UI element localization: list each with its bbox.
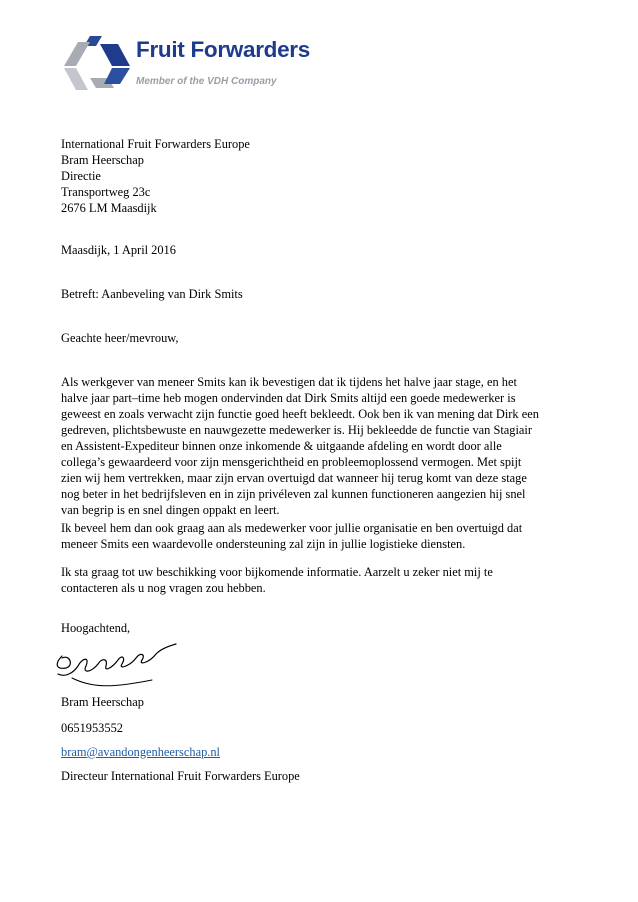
letter-date — [61, 242, 561, 258]
closing — [61, 620, 561, 636]
body-paragraph-1 — [61, 374, 561, 518]
address-line: Bram Heerschap — [61, 153, 144, 167]
body-line: collega’s gewaardeerd voor zijn mensgerichtheid en probleemoplossend vermogen. Met spijt — [61, 455, 522, 469]
subject-line — [61, 286, 561, 302]
body-line: Ik sta graag tot uw beschikking voor bijkomende informatie. Aarzelt u zeker niet mij te — [61, 565, 493, 579]
body-line: nog beter in het bedrijfsleven en in zijn privéleven zal kunnen functioneren aangezien hij snel — [61, 487, 526, 501]
body-line: en Assistent-Expediteur binnen onze inkomende & uitgaande afdeling en wordt door alle — [61, 439, 502, 453]
address-line: 2676 LM Maasdijk — [61, 201, 157, 215]
company-logo — [60, 30, 320, 100]
body-line: zien wij hem vertrekken, maar zijn ervan overtuigd dat wanneer hij terug komt van deze stage — [61, 471, 527, 485]
signer-phone-text: 0651953552 — [61, 721, 123, 735]
address-line: Directie — [61, 169, 101, 183]
date-text: Maasdijk, 1 April 2016 — [61, 243, 176, 257]
brand-name: Fruit Forwarders — [136, 37, 310, 62]
body-line: Ik beveel hem dan ook graag aan als medewerker voor jullie organisatie en ben overtuigd dat — [61, 521, 523, 535]
email-link[interactable]: bram@avandongenheerschap.nl — [61, 745, 221, 759]
salutation — [61, 330, 561, 346]
address-block — [61, 136, 561, 216]
signer-phone — [61, 720, 561, 736]
closing-text: Hoogachtend, — [61, 621, 131, 635]
address-line: Transportweg 23c — [61, 185, 151, 199]
signer-title-text: Directeur International Fruit Forwarders Europe — [61, 769, 300, 783]
body-line: van begrip is en snel dingen oppakt en leert. — [61, 503, 280, 517]
body-line: halve jaar part–time heb mogen ondervinden dat Dirk Smits altijd een goede medewerker is — [61, 391, 516, 405]
body-paragraph-3 — [61, 564, 561, 596]
signer-email — [61, 744, 561, 760]
signer-name — [61, 694, 561, 710]
salutation-text: Geachte heer/mevrouw, — [61, 331, 179, 345]
signer-name-text: Bram Heerschap — [61, 695, 144, 709]
brand-tagline: Member of the VDH Company — [136, 76, 277, 87]
address-line: International Fruit Forwarders Europe — [61, 137, 250, 151]
body-line: gedreven, plichtsbewuste en nauwgezette medewerker is. Hij bekleedde de functie van Stagiair — [61, 423, 533, 437]
body-line: geweest en zoals verwacht zijn functie goed heeft bekleedt. Ook ben ik van mening dat Dirk een — [61, 407, 539, 421]
body-paragraph-2 — [61, 520, 561, 552]
subject-text: Betreft: Aanbeveling van Dirk Smits — [61, 287, 243, 301]
body-line: contacteren als u nog vragen zou hebben. — [61, 581, 266, 595]
signer-title — [61, 768, 561, 784]
logo-mark-icon — [60, 34, 130, 98]
signature-icon — [52, 636, 182, 696]
body-line: Als werkgever van meneer Smits kan ik bevestigen dat ik tijdens het halve jaar stage, en het — [61, 375, 517, 389]
body-line: meneer Smits een waardevolle ondersteuning zal zijn in jullie logistieke diensten. — [61, 537, 466, 551]
